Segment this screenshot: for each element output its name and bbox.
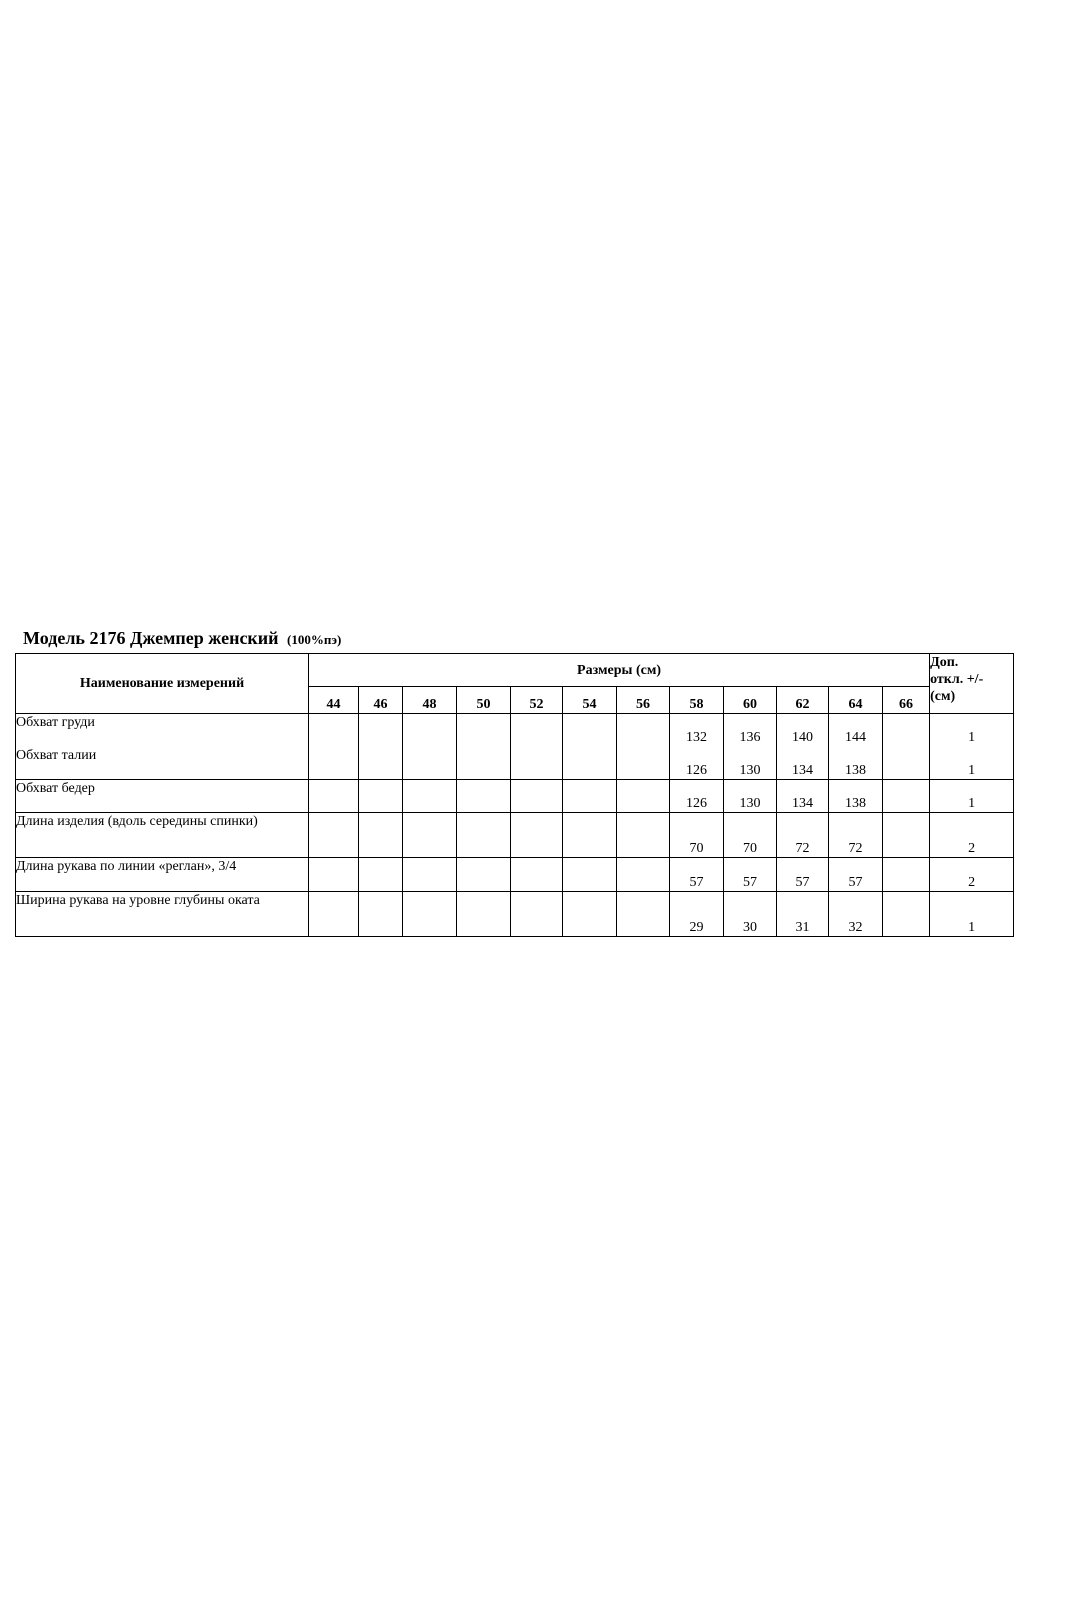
- tolerance-value: 1: [968, 730, 976, 745]
- measurement-value: 57: [795, 875, 810, 890]
- size-56: 56: [617, 687, 670, 714]
- measurement-value: 126: [686, 796, 707, 811]
- measurement-value: [617, 840, 669, 857]
- value-cell: [359, 714, 403, 780]
- value-cell: [670, 892, 724, 937]
- table-row: [16, 892, 1014, 937]
- measurement-value: 29: [689, 920, 704, 935]
- size-50: 50: [457, 687, 511, 714]
- value-cell: [403, 858, 457, 892]
- value-cell: [670, 858, 724, 892]
- value-cell: [403, 892, 457, 937]
- measurement-value: [511, 762, 562, 779]
- value-cell: [829, 714, 883, 780]
- value-cell: [829, 813, 883, 858]
- value-cell: [777, 892, 829, 937]
- value-cell: [511, 892, 563, 937]
- measurement-value: [309, 762, 358, 779]
- measurement-name: Длина рукава по линии «реглан», 3/4: [16, 859, 237, 874]
- value-cell: [617, 813, 670, 858]
- measurement-value: [883, 729, 929, 746]
- measurement-value: 130: [739, 796, 761, 811]
- table-row: [16, 858, 1014, 892]
- value-cell: [883, 892, 930, 937]
- tolerance-header-line: (см): [930, 689, 956, 704]
- value-cell: [883, 780, 930, 813]
- value-cell: [359, 892, 403, 937]
- model-title: Модель 2176 Джемпер женский: [23, 628, 279, 648]
- measurement-value: 144: [845, 730, 866, 745]
- measurement-value: [359, 919, 402, 936]
- value-cell: [359, 813, 403, 858]
- measurement-value: [403, 919, 456, 936]
- measurement-name: Обхват бедер: [16, 781, 95, 796]
- measurement-value: [309, 840, 358, 857]
- value-cell: [724, 892, 777, 937]
- measurement-value: [309, 919, 358, 936]
- tolerance-cell: [930, 858, 1014, 892]
- measurement-value: 130: [739, 763, 761, 778]
- measurement-value: [359, 729, 402, 746]
- measurement-value: [617, 919, 669, 936]
- measurement-value: [511, 729, 562, 746]
- measurement-value: [359, 795, 402, 812]
- measurement-value: [403, 840, 456, 857]
- measurement-value: 57: [848, 875, 863, 890]
- value-cell: [563, 714, 617, 780]
- measurement-value: 134: [792, 796, 813, 811]
- tolerance-cell: [930, 780, 1014, 813]
- fabric-composition: (100%пэ): [287, 632, 342, 647]
- measurement-value: [403, 795, 456, 812]
- measurement-value: [883, 840, 929, 857]
- measurement-value: [309, 874, 358, 891]
- value-cell: [511, 714, 563, 780]
- value-cell: [457, 714, 511, 780]
- measurement-value: [563, 729, 616, 746]
- size-48: 48: [403, 687, 457, 714]
- measurement-value: [457, 795, 510, 812]
- value-cell: [511, 780, 563, 813]
- measurement-value: 70: [743, 841, 757, 856]
- measurement-value: [511, 874, 562, 891]
- tolerance-header: [930, 654, 1014, 714]
- size-52: 52: [511, 687, 563, 714]
- measurement-name-header: Наименование измерений: [16, 654, 309, 714]
- measurement-value: [359, 762, 402, 779]
- size-66: 66: [883, 687, 930, 714]
- value-cell: [724, 714, 777, 780]
- measurement-name-cell: [16, 858, 309, 892]
- value-cell: [563, 813, 617, 858]
- measurement-name-cell: [16, 813, 309, 858]
- value-cell: [511, 858, 563, 892]
- measurement-name-cell: [16, 714, 309, 780]
- value-cell: [457, 892, 511, 937]
- measurement-value: [403, 874, 456, 891]
- value-cell: [777, 714, 829, 780]
- measurement-value: 32: [848, 920, 863, 935]
- value-cell: [724, 858, 777, 892]
- value-cell: [670, 780, 724, 813]
- value-cell: [457, 858, 511, 892]
- measurement-value: [457, 874, 510, 891]
- measurement-value: 57: [689, 875, 704, 890]
- value-cell: [777, 858, 829, 892]
- size-64: 64: [829, 687, 883, 714]
- measurement-value: 126: [686, 763, 707, 778]
- measurement-value: [511, 840, 562, 857]
- document-title: [23, 627, 341, 651]
- value-cell: [617, 714, 670, 780]
- measurement-value: 138: [845, 796, 866, 811]
- size-chart-table: [15, 653, 1014, 937]
- measurement-name: Обхват груди: [16, 715, 95, 730]
- size-60: 60: [724, 687, 777, 714]
- value-cell: [829, 780, 883, 813]
- tolerance-cell: [930, 813, 1014, 858]
- value-cell: [617, 780, 670, 813]
- size-46: 46: [359, 687, 403, 714]
- value-cell: [883, 714, 930, 780]
- measurement-value: [617, 762, 669, 779]
- value-cell: [670, 813, 724, 858]
- measurement-value: 72: [795, 841, 810, 856]
- value-cell: [563, 780, 617, 813]
- measurement-value: [563, 795, 616, 812]
- table-row: [16, 714, 1014, 780]
- measurement-value: [511, 795, 562, 812]
- size-44: 44: [309, 687, 359, 714]
- measurement-value: [309, 729, 358, 746]
- measurement-value: 70: [689, 841, 704, 856]
- measurement-value: 132: [686, 730, 707, 745]
- value-cell: [359, 780, 403, 813]
- table-row: [16, 780, 1014, 813]
- sizes-header: Размеры (см): [309, 654, 930, 687]
- value-cell: [309, 858, 359, 892]
- measurement-value: [563, 874, 616, 891]
- measurement-value: [359, 840, 402, 857]
- measurement-value: [617, 874, 669, 891]
- tolerance-header-line: Доп.: [930, 655, 959, 670]
- measurement-value: 136: [739, 730, 761, 745]
- value-cell: [883, 858, 930, 892]
- tolerance-cell: [930, 892, 1014, 937]
- size-54: 54: [563, 687, 617, 714]
- tolerance-header-line: откл. +/-: [930, 672, 984, 687]
- measurement-name-cell: [16, 780, 309, 813]
- measurement-value: 138: [845, 763, 866, 778]
- measurement-value: 140: [792, 730, 813, 745]
- measurement-value: [403, 762, 456, 779]
- measurement-value: [511, 919, 562, 936]
- tolerance-value: 1: [968, 763, 976, 778]
- tolerance-value: 1: [968, 920, 976, 935]
- value-cell: [309, 714, 359, 780]
- measurement-name: Ширина рукава на уровне глубины оката: [16, 893, 260, 908]
- value-cell: [724, 780, 777, 813]
- value-cell: [777, 780, 829, 813]
- value-cell: [403, 780, 457, 813]
- value-cell: [309, 813, 359, 858]
- value-cell: [457, 813, 511, 858]
- measurement-name: Длина изделия (вдоль середины спинки): [16, 814, 258, 829]
- value-cell: [617, 892, 670, 937]
- value-cell: [511, 813, 563, 858]
- measurement-value: [359, 874, 402, 891]
- measurement-value: [563, 840, 616, 857]
- measurement-value: [457, 729, 510, 746]
- value-cell: [829, 858, 883, 892]
- measurement-value: [883, 919, 929, 936]
- tolerance-value: 1: [968, 796, 976, 811]
- measurement-value: [403, 729, 456, 746]
- measurement-name-cell: [16, 892, 309, 937]
- value-cell: [403, 813, 457, 858]
- measurement-value: 134: [792, 763, 813, 778]
- measurement-value: [457, 762, 510, 779]
- value-cell: [724, 813, 777, 858]
- value-cell: [309, 892, 359, 937]
- measurement-value: [617, 729, 669, 746]
- value-cell: [309, 780, 359, 813]
- tolerance-cell: [930, 714, 1014, 780]
- measurement-value: 30: [743, 920, 757, 935]
- value-cell: [883, 813, 930, 858]
- measurement-value: [883, 795, 929, 812]
- value-cell: [829, 892, 883, 937]
- measurement-value: 72: [848, 841, 863, 856]
- measurement-name: Обхват талии: [16, 748, 97, 763]
- measurement-value: 57: [743, 875, 757, 890]
- value-cell: [359, 858, 403, 892]
- measurement-value: [563, 762, 616, 779]
- value-cell: [777, 813, 829, 858]
- measurements-body: [16, 714, 1014, 937]
- measurement-value: [617, 795, 669, 812]
- measurement-value: [883, 762, 929, 779]
- value-cell: [563, 892, 617, 937]
- table-row: [16, 813, 1014, 858]
- value-cell: [670, 714, 724, 780]
- measurement-value: [883, 874, 929, 891]
- tolerance-value: 2: [968, 875, 976, 890]
- tolerance-value: 2: [968, 841, 976, 856]
- header-row: [16, 654, 1014, 687]
- measurement-value: [309, 795, 358, 812]
- value-cell: [403, 714, 457, 780]
- value-cell: [457, 780, 511, 813]
- size-58: 58: [670, 687, 724, 714]
- size-62: 62: [777, 687, 829, 714]
- measurement-value: [563, 919, 616, 936]
- measurement-value: [457, 840, 510, 857]
- value-cell: [617, 858, 670, 892]
- measurement-value: 31: [795, 920, 810, 935]
- measurement-value: [457, 919, 510, 936]
- value-cell: [563, 858, 617, 892]
